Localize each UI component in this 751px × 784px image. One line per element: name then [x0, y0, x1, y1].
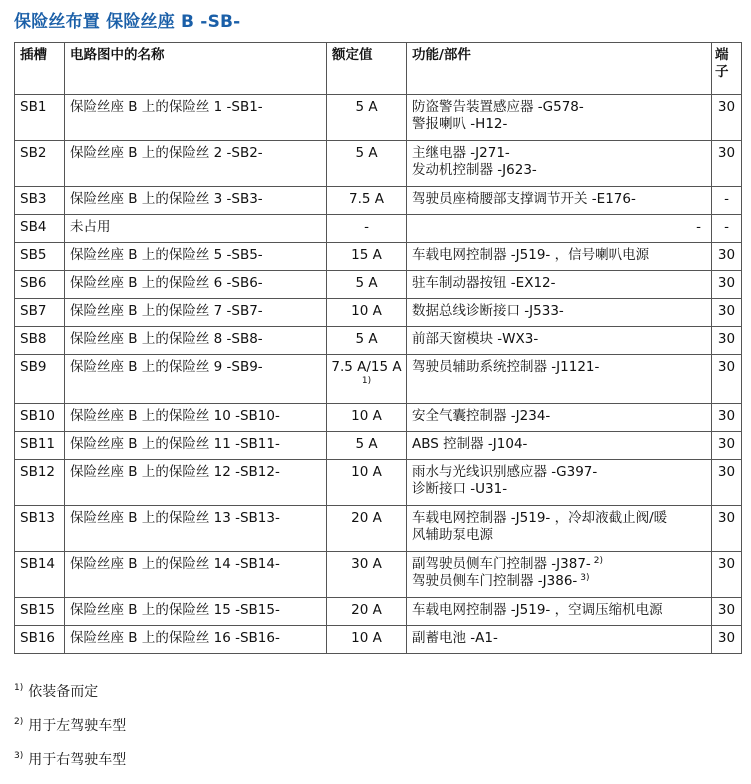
function-text: 驾驶员辅助系统控制器 -J1121-	[412, 359, 600, 375]
rating-value: 5 A	[355, 331, 378, 347]
cell-rating	[327, 299, 407, 327]
cell-function	[407, 355, 712, 404]
cell-slot: SB16	[15, 626, 65, 654]
cell-function	[407, 460, 712, 506]
table-row	[15, 243, 742, 271]
cell-slot: SB14	[15, 552, 65, 598]
cell-slot: SB12	[15, 460, 65, 506]
rating-value: -	[364, 219, 369, 235]
function-text: 风辅助泵电源	[412, 527, 493, 543]
cell-circuit-name: 保险丝座 B 上的保险丝 8 -SB8-	[65, 327, 327, 355]
table-row	[15, 355, 742, 404]
cell-circuit-name: 保险丝座 B 上的保险丝 1 -SB1-	[65, 95, 327, 141]
function-text: 警报喇叭 -H12-	[412, 116, 508, 132]
cell-slot: SB10	[15, 404, 65, 432]
cell-circuit-name: 保险丝座 B 上的保险丝 9 -SB9-	[65, 355, 327, 404]
rating-value: 7.5 A	[349, 191, 384, 207]
header-circuit-name: 电路图中的名称	[65, 43, 327, 95]
table-row	[15, 506, 742, 552]
cell-circuit-name: 保险丝座 B 上的保险丝 2 -SB2-	[65, 141, 327, 187]
function-line	[412, 630, 706, 647]
table-row	[15, 626, 742, 654]
cell-terminal: 30	[712, 141, 742, 187]
function-line	[412, 247, 706, 264]
rating-value: 10 A	[351, 630, 382, 646]
table-row	[15, 432, 742, 460]
function-text: 安全气囊控制器 -J234-	[412, 408, 551, 424]
cell-circuit-name: 保险丝座 B 上的保险丝 3 -SB3-	[65, 187, 327, 215]
cell-circuit-name: 保险丝座 B 上的保险丝 7 -SB7-	[65, 299, 327, 327]
table-header-row	[15, 43, 742, 95]
function-line	[412, 527, 706, 544]
footnote-marker: 2)	[14, 717, 24, 728]
footnote-text: 用于右驾驶车型	[28, 752, 127, 768]
cell-slot: SB13	[15, 506, 65, 552]
function-text: 副驾驶员侧车门控制器 -J387-	[412, 556, 591, 572]
table-row	[15, 460, 742, 506]
cell-terminal: -	[712, 187, 742, 215]
footnotes	[14, 682, 126, 784]
cell-rating	[327, 355, 407, 404]
function-line	[412, 331, 706, 348]
cell-rating	[327, 626, 407, 654]
cell-terminal: 30	[712, 355, 742, 404]
footnote-marker: 3)	[14, 751, 24, 762]
cell-function	[407, 215, 712, 243]
function-line	[412, 191, 706, 208]
table-row	[15, 327, 742, 355]
function-text: 前部天窗模块 -WX3-	[412, 331, 539, 347]
table-row	[15, 271, 742, 299]
cell-slot: SB8	[15, 327, 65, 355]
cell-function	[407, 327, 712, 355]
cell-rating	[327, 552, 407, 598]
cell-circuit-name: 保险丝座 B 上的保险丝 13 -SB13-	[65, 506, 327, 552]
cell-terminal: 30	[712, 243, 742, 271]
rating-value: 5 A	[355, 145, 378, 161]
function-line	[412, 573, 706, 590]
cell-rating	[327, 95, 407, 141]
function-footnote-marker: 2)	[593, 555, 604, 566]
cell-function	[407, 299, 712, 327]
rating-value: 10 A	[351, 303, 382, 319]
cell-function	[407, 598, 712, 626]
header-terminal	[712, 43, 742, 95]
function-text: 车载电网控制器 -J519- ，冷却液截止阀/暖	[412, 510, 668, 526]
cell-slot: SB9	[15, 355, 65, 404]
cell-rating	[327, 327, 407, 355]
function-line	[412, 481, 706, 498]
cell-terminal: 30	[712, 95, 742, 141]
cell-function	[407, 141, 712, 187]
function-line	[412, 303, 706, 320]
function-line	[412, 510, 706, 527]
header-terminal-label: 端子	[715, 47, 729, 80]
table-row	[15, 141, 742, 187]
footnote-item	[14, 682, 126, 716]
function-text: 驻车制动器按钮 -EX12-	[412, 275, 556, 291]
rating-value: 30 A	[351, 556, 382, 572]
rating-value: 20 A	[351, 510, 382, 526]
table-row	[15, 187, 742, 215]
cell-rating	[327, 506, 407, 552]
cell-terminal: 30	[712, 271, 742, 299]
function-line	[412, 219, 701, 236]
function-text: 车载电网控制器 -J519- ，信号喇叭电源	[412, 247, 650, 263]
function-line	[412, 162, 706, 179]
cell-rating	[327, 460, 407, 506]
cell-terminal: 30	[712, 598, 742, 626]
rating-value: 7.5 A/15 A	[331, 359, 402, 375]
cell-slot: SB11	[15, 432, 65, 460]
cell-terminal: -	[712, 215, 742, 243]
function-line	[412, 116, 706, 133]
cell-circuit-name: 未占用	[65, 215, 327, 243]
table-body	[15, 95, 742, 654]
cell-function	[407, 552, 712, 598]
table-row	[15, 598, 742, 626]
rating-value: 20 A	[351, 602, 382, 618]
cell-function	[407, 243, 712, 271]
function-line	[412, 556, 706, 573]
function-line	[412, 275, 706, 292]
cell-rating	[327, 243, 407, 271]
table-row	[15, 95, 742, 141]
cell-rating	[327, 187, 407, 215]
footnote-text: 用于左驾驶车型	[28, 718, 127, 734]
cell-circuit-name: 保险丝座 B 上的保险丝 10 -SB10-	[65, 404, 327, 432]
cell-slot: SB5	[15, 243, 65, 271]
function-text: 驾驶员座椅腰部支撑调节开关 -E176-	[412, 191, 636, 207]
cell-circuit-name: 保险丝座 B 上的保险丝 5 -SB5-	[65, 243, 327, 271]
function-line	[412, 408, 706, 425]
header-rating: 额定值	[327, 43, 407, 95]
function-text: 数据总线诊断接口 -J533-	[412, 303, 564, 319]
cell-circuit-name: 保险丝座 B 上的保险丝 15 -SB15-	[65, 598, 327, 626]
function-text: 驾驶员侧车门控制器 -J386-	[412, 573, 578, 589]
cell-slot: SB4	[15, 215, 65, 243]
function-text: 副蓄电池 -A1-	[412, 630, 498, 646]
cell-circuit-name: 保险丝座 B 上的保险丝 12 -SB12-	[65, 460, 327, 506]
cell-rating	[327, 215, 407, 243]
cell-circuit-name: 保险丝座 B 上的保险丝 14 -SB14-	[65, 552, 327, 598]
table-row	[15, 299, 742, 327]
rating-value: 15 A	[351, 247, 382, 263]
function-text: 车载电网控制器 -J519- ，空调压缩机电源	[412, 602, 663, 618]
function-text: 雨水与光线识别感应器 -G397-	[412, 464, 598, 480]
rating-value: 5 A	[355, 99, 378, 115]
cell-terminal: 30	[712, 404, 742, 432]
function-text: 诊断接口 -U31-	[412, 481, 508, 497]
cell-terminal: 30	[712, 432, 742, 460]
cell-terminal: 30	[712, 460, 742, 506]
cell-circuit-name: 保险丝座 B 上的保险丝 16 -SB16-	[65, 626, 327, 654]
function-text: 主继电器 -J271-	[412, 145, 510, 161]
function-line	[412, 436, 706, 453]
cell-circuit-name: 保险丝座 B 上的保险丝 6 -SB6-	[65, 271, 327, 299]
rating-value: 5 A	[355, 436, 378, 452]
cell-function	[407, 95, 712, 141]
cell-slot: SB2	[15, 141, 65, 187]
header-slot: 插槽	[15, 43, 65, 95]
function-text: 防盗警告装置感应器 -G578-	[412, 99, 584, 115]
cell-function	[407, 404, 712, 432]
cell-rating	[327, 432, 407, 460]
cell-terminal: 30	[712, 299, 742, 327]
cell-function	[407, 506, 712, 552]
header-function: 功能/部件	[407, 43, 712, 95]
cell-terminal: 30	[712, 327, 742, 355]
cell-circuit-name: 保险丝座 B 上的保险丝 11 -SB11-	[65, 432, 327, 460]
function-text: ABS 控制器 -J104-	[412, 436, 528, 452]
cell-function	[407, 626, 712, 654]
function-line	[412, 359, 706, 376]
cell-slot: SB1	[15, 95, 65, 141]
function-line	[412, 145, 706, 162]
cell-terminal: 30	[712, 506, 742, 552]
footnote-marker: 1)	[14, 683, 24, 694]
cell-terminal: 30	[712, 626, 742, 654]
footnote-item	[14, 716, 126, 750]
cell-slot: SB6	[15, 271, 65, 299]
page-title: 保险丝布置 保险丝座 B -SB-	[14, 12, 241, 32]
fuse-table	[14, 42, 742, 654]
cell-function	[407, 187, 712, 215]
footnote-text: 依装备而定	[28, 684, 99, 700]
function-text: 发动机控制器 -J623-	[412, 162, 537, 178]
cell-rating	[327, 271, 407, 299]
function-line	[412, 602, 706, 619]
function-line	[412, 464, 706, 481]
table-row	[15, 552, 742, 598]
cell-slot: SB7	[15, 299, 65, 327]
table-row	[15, 404, 742, 432]
cell-terminal: 30	[712, 552, 742, 598]
function-footnote-marker: 3)	[580, 572, 590, 583]
function-line	[412, 99, 706, 116]
cell-slot: SB3	[15, 187, 65, 215]
cell-slot: SB15	[15, 598, 65, 626]
cell-function	[407, 271, 712, 299]
cell-function	[407, 432, 712, 460]
function-text: -	[696, 219, 701, 235]
rating-value: 10 A	[351, 408, 382, 424]
rating-value: 10 A	[351, 464, 382, 480]
cell-rating	[327, 598, 407, 626]
cell-rating	[327, 404, 407, 432]
table-row	[15, 215, 742, 243]
rating-value: 5 A	[355, 275, 378, 291]
cell-rating	[327, 141, 407, 187]
rating-footnote-marker: 1)	[361, 376, 372, 386]
